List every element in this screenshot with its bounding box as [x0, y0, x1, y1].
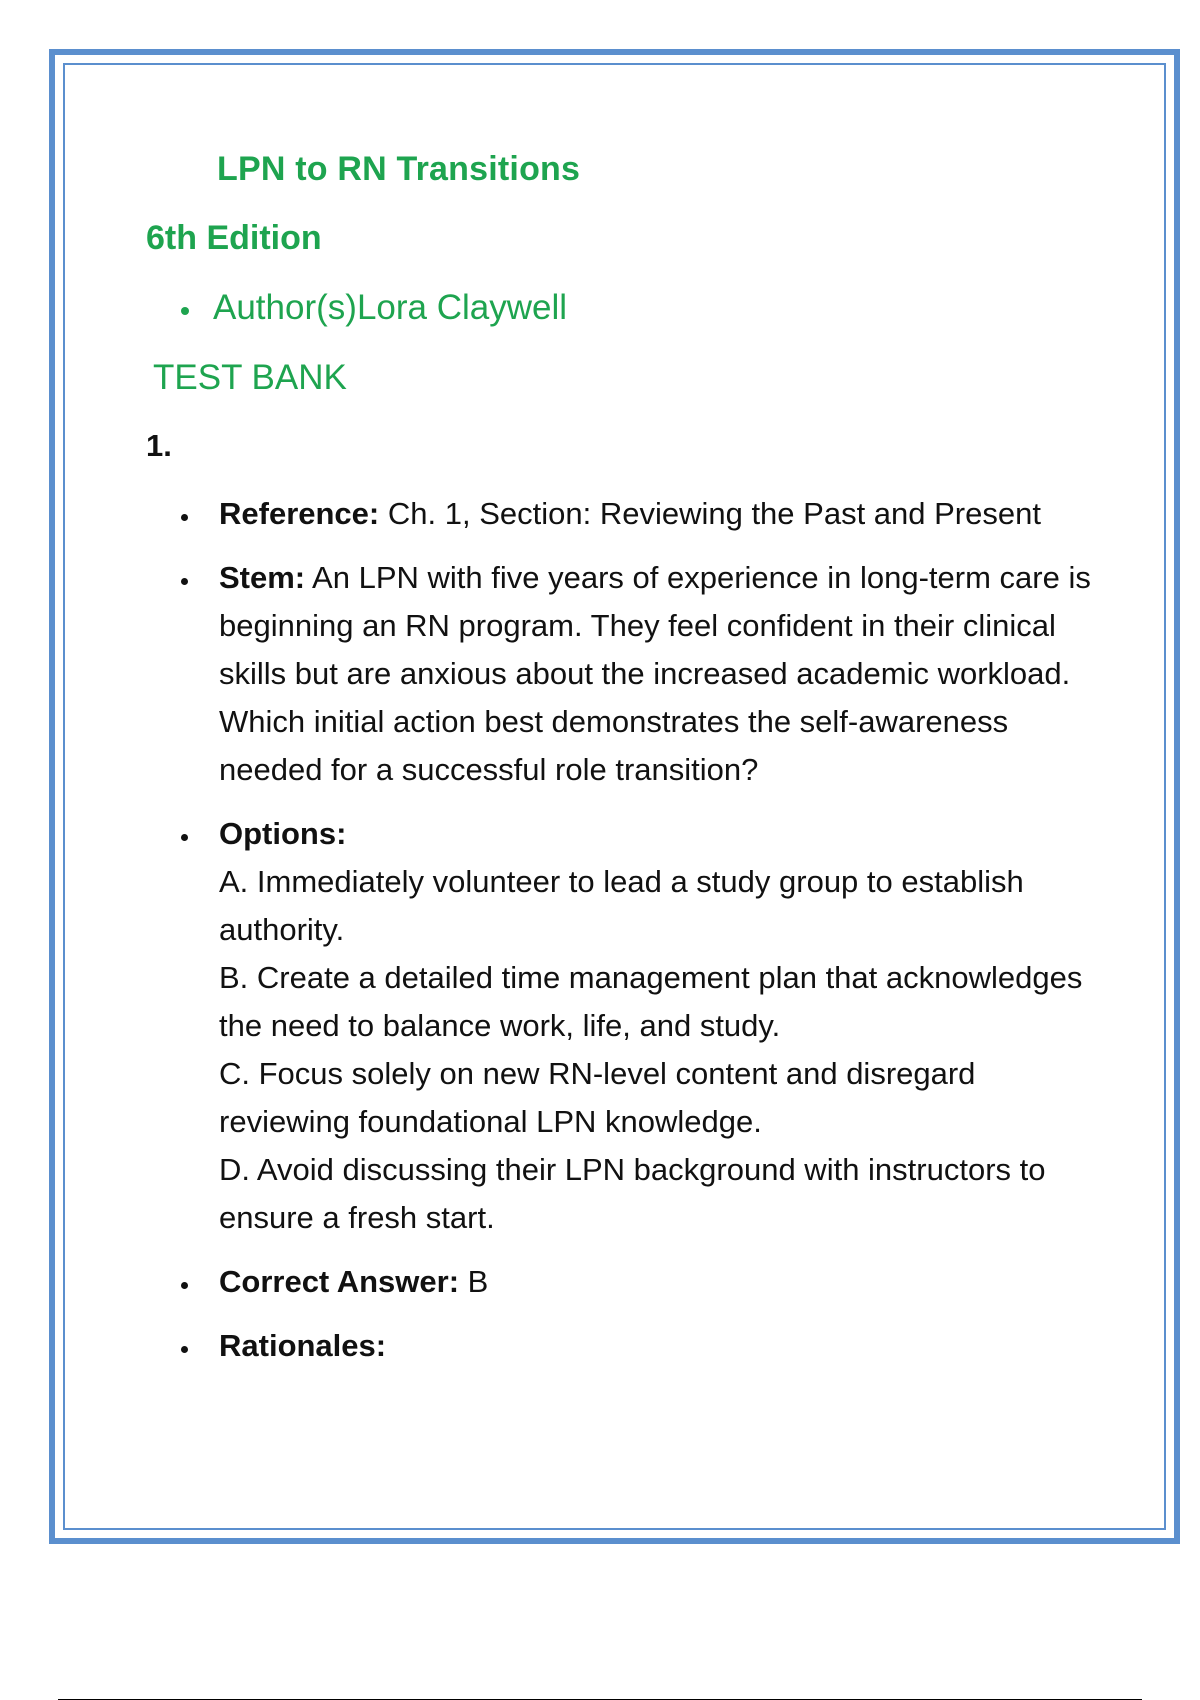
option-b: B. Create a detailed time management plan that acknowledges the need to balance work, life, and study. [219, 960, 1083, 1043]
bullet-icon [181, 514, 188, 521]
stem-label: Stem: [219, 560, 306, 595]
reference-label: Reference: [219, 496, 380, 531]
stem-text: An LPN with five years of experience in long-term care is beginning an RN program. They feel confident in their clinical skills but are anxious about the increased academic workload. Which initial action best demonstrates the self-awareness needed for a successful role transition? [219, 560, 1091, 787]
bullet-icon [181, 578, 188, 585]
options-item [181, 810, 1101, 1242]
correct-answer-item [181, 1258, 1101, 1306]
option-c: C. Focus solely on new RN-level content and disregard reviewing foundational LPN knowledge. [219, 1056, 976, 1139]
bullet-icon [181, 307, 189, 315]
author-line [181, 288, 567, 328]
reference-item [181, 490, 1101, 538]
option-d: D. Avoid discussing their LPN background with instructors to ensure a fresh start. [219, 1152, 1046, 1235]
question-details-list [181, 490, 1101, 1386]
reference-text: Ch. 1, Section: Reviewing the Past and Present [387, 496, 1041, 531]
bullet-icon [181, 834, 188, 841]
stem-item [181, 554, 1101, 794]
rationales-label: Rationales: [219, 1328, 387, 1363]
options-label: Options: [219, 816, 347, 851]
bullet-icon [181, 1282, 188, 1289]
bullet-icon [181, 1346, 188, 1353]
author-name: Lora Claywell [356, 288, 568, 327]
document-title: LPN to RN Transitions [217, 150, 581, 188]
question-number: 1. [146, 428, 172, 463]
correct-answer-label: Correct Answer: [219, 1264, 460, 1299]
author-label: Author(s) [213, 288, 357, 327]
section-label: TEST BANK [153, 358, 347, 397]
rationales-item [181, 1322, 1101, 1370]
edition-label: 6th Edition [146, 219, 322, 257]
options-list [219, 858, 1101, 1242]
option-a: A. Immediately volunteer to lead a study group to establish authority. [219, 864, 1024, 947]
correct-answer-value: B [467, 1264, 489, 1299]
